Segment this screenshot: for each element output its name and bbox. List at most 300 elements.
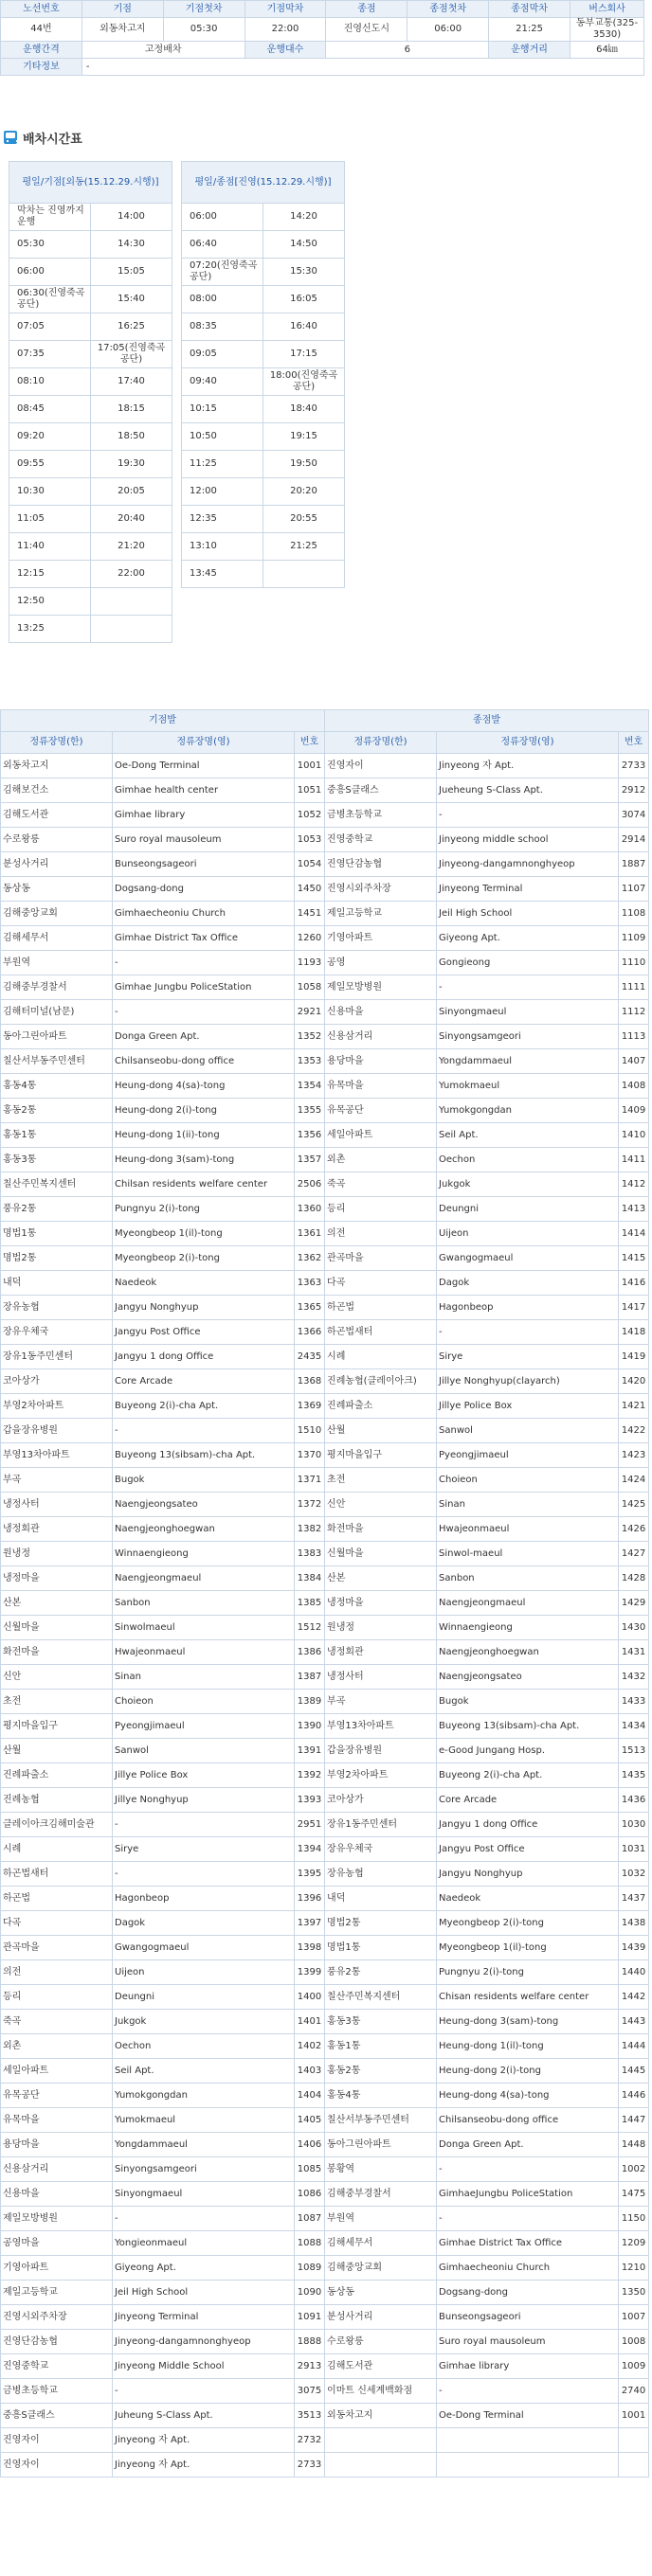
- departure-time: 12:00: [182, 478, 263, 506]
- col-header-kor: 정류장명(한): [325, 732, 437, 754]
- stop-row: [1, 2034, 649, 2059]
- stop-name-eng: Jinyeong 자 Apt.: [437, 754, 619, 778]
- stop-name-kor: 이마트 신세계백화점: [325, 2379, 437, 2404]
- departure-time: [263, 561, 345, 588]
- col-header-kor: 정류장명(한): [1, 732, 113, 754]
- departure-time: 14:50: [263, 231, 345, 259]
- departure-time: 14:00: [91, 204, 172, 231]
- stop-number: 1417: [619, 1296, 649, 1320]
- stop-name-eng: -: [437, 1320, 619, 1345]
- stop-name-eng: Jinyeong 자 Apt.: [113, 2428, 295, 2453]
- stop-name-kor: 진영자이: [1, 2453, 113, 2478]
- stop-row: [1, 1739, 649, 1763]
- stop-number: 1432: [619, 1665, 649, 1690]
- stop-name-eng: Sanbon: [437, 1566, 619, 1591]
- stop-name-eng: Sinwol-maeul: [437, 1542, 619, 1566]
- timetable-row: [9, 396, 172, 423]
- stop-name-kor: 동아그린아파트: [1, 1025, 113, 1049]
- stop-name-kor: 외동차고지: [325, 2404, 437, 2428]
- stop-name-eng: Uijeon: [113, 1960, 295, 1985]
- stop-name-kor: 부영13차아파트: [325, 1714, 437, 1739]
- departure-time: 07:05: [9, 313, 91, 341]
- stop-name-kor: 화전마을: [1, 1640, 113, 1665]
- stop-name-eng: -: [437, 2379, 619, 2404]
- distance-value: 64㎞: [570, 42, 644, 59]
- stop-number: 1419: [619, 1345, 649, 1369]
- stop-name-kor: 칠산주민복지센터: [1, 1172, 113, 1197]
- stop-name-eng: Dagok: [437, 1271, 619, 1296]
- stop-name-eng: -: [113, 2379, 295, 2404]
- stop-name-eng: Donga Green Apt.: [113, 1025, 295, 1049]
- stop-number: 1427: [619, 1542, 649, 1566]
- stop-name-eng: Sinan: [113, 1665, 295, 1690]
- stop-name-eng: Sanwol: [437, 1419, 619, 1443]
- stop-name-eng: Yumokgongdan: [113, 2084, 295, 2108]
- stop-name-eng: Hagonbeop: [437, 1296, 619, 1320]
- stop-name-kor: 홍동4통: [1, 1074, 113, 1099]
- stop-name-eng: Heung-dong 1(il)-tong: [437, 2034, 619, 2059]
- stop-row: [1, 1862, 649, 1887]
- stop-number: 1112: [619, 1000, 649, 1025]
- stop-name-kor: 화전마을: [325, 1517, 437, 1542]
- stop-name-kor: 내덕: [1, 1271, 113, 1296]
- stop-name-eng: Core Arcade: [437, 1788, 619, 1813]
- stop-name-kor: 하곤법: [1, 1887, 113, 1911]
- stop-row: [1, 2379, 649, 2404]
- stop-name-eng: Jinyeong Middle School: [113, 2354, 295, 2379]
- stop-name-kor: 신안: [1, 1665, 113, 1690]
- stop-number: 1421: [619, 1394, 649, 1419]
- stop-name-kor: [325, 2453, 437, 2478]
- stop-name-kor: 하곤법: [325, 1296, 437, 1320]
- timetable-row: [9, 533, 172, 561]
- stop-name-kor: 진영단감농협: [1, 2330, 113, 2354]
- stop-number: 1352: [295, 1025, 325, 1049]
- stop-name-kor: 분성사거리: [1, 852, 113, 877]
- stop-number: 1030: [619, 1813, 649, 1837]
- stop-row: [1, 1172, 649, 1197]
- stop-row: [1, 1419, 649, 1443]
- route-number: 44번: [1, 18, 82, 42]
- stop-number: 1422: [619, 1419, 649, 1443]
- stop-name-eng: Hwajeonmaeul: [113, 1640, 295, 1665]
- stop-number: 1428: [619, 1566, 649, 1591]
- stop-row: [1, 1960, 649, 1985]
- stop-name-eng: Gimhae District Tax Office: [113, 926, 295, 951]
- stop-name-kor: 등리: [325, 1197, 437, 1222]
- stop-name-eng: Gimhaecheoniu Church: [113, 902, 295, 926]
- stop-row: [1, 2305, 649, 2330]
- stop-number: 1113: [619, 1025, 649, 1049]
- stop-number: 1390: [295, 1714, 325, 1739]
- stop-name-kor: 장유1동주민센터: [325, 1813, 437, 1837]
- stop-name-kor: 명법1통: [1, 1222, 113, 1246]
- timetable-row: [9, 588, 172, 616]
- stop-name-kor: 관곡마을: [325, 1246, 437, 1271]
- stop-name-eng: Jangyu Post Office: [437, 1837, 619, 1862]
- stop-name-eng: Gimhae health center: [113, 778, 295, 803]
- route-info-header: 기점막차: [244, 1, 326, 18]
- stop-number: 1051: [295, 778, 325, 803]
- departure-time: 13:25: [9, 616, 91, 643]
- stop-name-eng: Bugok: [437, 1690, 619, 1714]
- stop-name-kor: 풍유2통: [1, 1197, 113, 1222]
- timetable-row: [182, 533, 345, 561]
- stop-number: 3075: [295, 2379, 325, 2404]
- stop-name-kor: 부원역: [325, 2207, 437, 2231]
- stop-name-eng: Myeongbeop 2(i)-tong: [437, 1911, 619, 1936]
- stop-name-eng: Heung-dong 2(i)-tong: [437, 2059, 619, 2084]
- route-info-header: 종점막차: [489, 1, 570, 18]
- end-stop: 진영신도시: [326, 18, 408, 42]
- stop-name-eng: [437, 2453, 619, 2478]
- stop-name-kor: 수로왕릉: [1, 828, 113, 852]
- stop-row: [1, 1296, 649, 1320]
- stop-row: [1, 2256, 649, 2281]
- stop-name-kor: 초전: [1, 1690, 113, 1714]
- stop-name-eng: Seil Apt.: [113, 2059, 295, 2084]
- start-last-bus: 22:00: [244, 18, 326, 42]
- stop-name-eng: Naengjeongsateo: [437, 1665, 619, 1690]
- stop-number: 1434: [619, 1714, 649, 1739]
- stop-number: 1475: [619, 2182, 649, 2207]
- section-title: 배차시간표: [23, 132, 82, 147]
- stop-name-eng: Sanwol: [113, 1739, 295, 1763]
- stop-name-kor: 부영13차아파트: [1, 1443, 113, 1468]
- stop-name-kor: 냉정마을: [325, 1591, 437, 1616]
- departure-time: 05:30: [9, 231, 91, 259]
- stop-row: [1, 1246, 649, 1271]
- stop-row: [1, 2404, 649, 2428]
- departure-time: 06:30(진영죽곡공단): [9, 286, 91, 313]
- stop-name-kor: 용당마을: [1, 2133, 113, 2157]
- stop-number: 1395: [295, 1862, 325, 1887]
- stop-number: 2951: [295, 1813, 325, 1837]
- stop-number: 1398: [295, 1936, 325, 1960]
- departure-time: 19:30: [91, 451, 172, 478]
- stop-name-eng: Bugok: [113, 1468, 295, 1493]
- stop-name-kor: 김해세무서: [1, 926, 113, 951]
- departure-time: 09:20: [9, 423, 91, 451]
- stop-name-kor: 코아상가: [325, 1788, 437, 1813]
- departure-time: 15:30: [263, 259, 345, 286]
- stop-number: 1368: [295, 1369, 325, 1394]
- interval-label: 운행간격: [1, 42, 82, 59]
- stop-number: 1350: [619, 2281, 649, 2305]
- stop-name-eng: Yongieonmaeul: [113, 2231, 295, 2256]
- stop-name-eng: Sirye: [113, 1837, 295, 1862]
- stop-name-eng: Pungnyu 2(i)-tong: [437, 1960, 619, 1985]
- stop-name-kor: 하곤법새터: [1, 1862, 113, 1887]
- timetable-row: [9, 616, 172, 643]
- stop-number: 1418: [619, 1320, 649, 1345]
- stop-number: 1087: [295, 2207, 325, 2231]
- stop-number: 1438: [619, 1911, 649, 1936]
- stop-name-kor: 원냉정: [325, 1616, 437, 1640]
- stop-row: [1, 778, 649, 803]
- stop-name-kor: 김해보건소: [1, 778, 113, 803]
- stop-name-kor: 장유농협: [1, 1296, 113, 1320]
- stop-name-kor: 김해도서관: [325, 2354, 437, 2379]
- stop-number: 1410: [619, 1123, 649, 1148]
- stop-number: 1429: [619, 1591, 649, 1616]
- stop-number: 1391: [295, 1739, 325, 1763]
- stop-number: 1444: [619, 2034, 649, 2059]
- stop-number: 1389: [295, 1690, 325, 1714]
- stop-name-eng: Naengjeonghoegwan: [437, 1640, 619, 1665]
- stop-name-eng: Choieon: [437, 1468, 619, 1493]
- col-header-eng: 정류장명(영): [437, 732, 619, 754]
- stop-number: 1371: [295, 1468, 325, 1493]
- stop-name-kor: 냉정마을: [1, 1566, 113, 1591]
- departure-time: 07:20(진영죽곡공단): [182, 259, 263, 286]
- stop-name-eng: [437, 2428, 619, 2453]
- route-info-table: [0, 0, 644, 76]
- timetable-row: [9, 478, 172, 506]
- stop-name-kor: 외촌: [325, 1148, 437, 1172]
- stop-name-eng: Jukgok: [113, 2010, 295, 2034]
- timetable-row: [9, 368, 172, 396]
- departure-time: 13:10: [182, 533, 263, 561]
- departure-time: 10:50: [182, 423, 263, 451]
- departure-time: 17:05(진영죽곡공단): [91, 341, 172, 368]
- stop-name-eng: Suro royal mausoleum: [113, 828, 295, 852]
- stop-name-kor: 제일고등학교: [325, 902, 437, 926]
- stop-number: 1407: [619, 1049, 649, 1074]
- stop-name-eng: Heung-dong 4(sa)-tong: [437, 2084, 619, 2108]
- stop-name-eng: Yongdammaeul: [113, 2133, 295, 2157]
- stop-name-kor: 산본: [1, 1591, 113, 1616]
- stop-name-kor: 명법1통: [325, 1936, 437, 1960]
- stop-row: [1, 902, 649, 926]
- departure-time: 10:30: [9, 478, 91, 506]
- stop-number: 2914: [619, 828, 649, 852]
- stop-name-kor: 산월: [325, 1419, 437, 1443]
- timetable-row: [9, 286, 172, 313]
- stop-name-kor: 김해중앙교회: [1, 902, 113, 926]
- end-first-bus: 06:00: [408, 18, 489, 42]
- interval-value: 고정배차: [82, 42, 244, 59]
- stop-number: [619, 2453, 649, 2478]
- departure-time: 09:05: [182, 341, 263, 368]
- stop-number: 1411: [619, 1148, 649, 1172]
- stop-row: [1, 1714, 649, 1739]
- stop-row: [1, 2010, 649, 2034]
- stop-name-kor: 평지마을입구: [325, 1443, 437, 1468]
- stop-row: [1, 2281, 649, 2305]
- stop-name-kor: 김해세무서: [325, 2231, 437, 2256]
- stop-name-eng: Naengjeongmaeul: [113, 1566, 295, 1591]
- stop-number: 1031: [619, 1837, 649, 1862]
- stop-number: 1443: [619, 2010, 649, 2034]
- stop-row: [1, 1493, 649, 1517]
- stop-name-kor: 진영시외주차장: [1, 2305, 113, 2330]
- end-last-bus: 21:25: [489, 18, 570, 42]
- stop-name-eng: Heung-dong 2(i)-tong: [113, 1099, 295, 1123]
- stop-name-eng: Hwajeonmaeul: [437, 1517, 619, 1542]
- timetable-row: [182, 423, 345, 451]
- departure-time: 10:15: [182, 396, 263, 423]
- stop-row: [1, 1123, 649, 1148]
- stop-name-eng: Jangyu 1 dong Office: [437, 1813, 619, 1837]
- stop-name-eng: Gimhae library: [437, 2354, 619, 2379]
- stop-name-eng: Core Arcade: [113, 1369, 295, 1394]
- timetable-row: [182, 313, 345, 341]
- stop-row: [1, 2354, 649, 2379]
- timetable-row: [9, 259, 172, 286]
- stop-name-eng: Pungnyu 2(i)-tong: [113, 1197, 295, 1222]
- stop-name-eng: Gwangogmaeul: [113, 1936, 295, 1960]
- timetable-row: [182, 231, 345, 259]
- stop-name-eng: -: [113, 2207, 295, 2231]
- stop-number: 1054: [295, 852, 325, 877]
- stop-name-kor: 동상동: [325, 2281, 437, 2305]
- departure-time: 06:40: [182, 231, 263, 259]
- stop-row: [1, 1542, 649, 1566]
- stop-name-kor: 관곡마을: [1, 1936, 113, 1960]
- stop-name-eng: Gimhae District Tax Office: [437, 2231, 619, 2256]
- stop-name-kor: 장유농협: [325, 1862, 437, 1887]
- timetable-row: [9, 313, 172, 341]
- departure-time: 19:15: [263, 423, 345, 451]
- stop-number: 1053: [295, 828, 325, 852]
- stop-name-eng: Gimhaecheoniu Church: [437, 2256, 619, 2281]
- departure-time: 06:00: [9, 259, 91, 286]
- stop-name-eng: Yumokmaeul: [437, 1074, 619, 1099]
- stop-row: [1, 852, 649, 877]
- stop-name-kor: 유목마을: [325, 1074, 437, 1099]
- departure-time: 13:45: [182, 561, 263, 588]
- stop-number: 1415: [619, 1246, 649, 1271]
- stop-number: 1433: [619, 1690, 649, 1714]
- departure-time: 16:40: [263, 313, 345, 341]
- stop-row: [1, 975, 649, 1000]
- stop-name-eng: Buyeong 13(sibsam)-cha Apt.: [437, 1714, 619, 1739]
- stop-row: [1, 1616, 649, 1640]
- stop-name-kor: 진영자이: [325, 754, 437, 778]
- stop-number: 1447: [619, 2108, 649, 2133]
- stop-name-kor: 제일고등학교: [1, 2281, 113, 2305]
- stop-number: 1437: [619, 1887, 649, 1911]
- stop-number: 1403: [295, 2059, 325, 2084]
- stop-name-kor: 진영시외주차장: [325, 877, 437, 902]
- stop-name-eng: Jinyeong middle school: [437, 828, 619, 852]
- stop-number: 1361: [295, 1222, 325, 1246]
- stop-number: 1436: [619, 1788, 649, 1813]
- stop-name-kor: 금병초등학교: [1, 2379, 113, 2404]
- departure-time: 08:45: [9, 396, 91, 423]
- stop-number: 2921: [295, 1000, 325, 1025]
- stop-number: 1007: [619, 2305, 649, 2330]
- stop-number: 1446: [619, 2084, 649, 2108]
- stop-row: [1, 1148, 649, 1172]
- timetable-row: [9, 231, 172, 259]
- timetable-row: [9, 506, 172, 533]
- stop-number: 1357: [295, 1148, 325, 1172]
- stops-table: [0, 709, 649, 2478]
- stop-number: 1090: [295, 2281, 325, 2305]
- departure-time: [91, 588, 172, 616]
- departure-time: 08:00: [182, 286, 263, 313]
- stop-row: [1, 1074, 649, 1099]
- stop-row: [1, 1936, 649, 1960]
- timetable-row: [182, 204, 345, 231]
- stop-number: 1439: [619, 1936, 649, 1960]
- stop-number: 1193: [295, 951, 325, 975]
- stop-number: 1088: [295, 2231, 325, 2256]
- stop-name-kor: 홍동3통: [325, 2010, 437, 2034]
- stop-name-kor: 갑을장유병원: [1, 1419, 113, 1443]
- stop-number: 1408: [619, 1074, 649, 1099]
- stop-name-kor: 신안: [325, 1493, 437, 1517]
- stop-name-kor: 하곤법새터: [325, 1320, 437, 1345]
- end-group-header: 종점발: [325, 710, 649, 732]
- stop-name-kor: 부영2차아파트: [325, 1763, 437, 1788]
- stop-number: 2732: [295, 2428, 325, 2453]
- stop-row: [1, 1985, 649, 2010]
- stop-name-eng: Jeil High School: [437, 902, 619, 926]
- stop-name-eng: Jinyeong 자 Apt.: [113, 2453, 295, 2478]
- stop-name-eng: Jueheung S-Class Apt.: [437, 778, 619, 803]
- stop-number: 1450: [295, 877, 325, 902]
- departure-time: 20:20: [263, 478, 345, 506]
- stop-name-kor: 부영2차아파트: [1, 1394, 113, 1419]
- stop-name-eng: Oe-Dong Terminal: [437, 2404, 619, 2428]
- stop-number: 1414: [619, 1222, 649, 1246]
- stop-name-kor: 의전: [325, 1222, 437, 1246]
- col-header-no: 번호: [619, 732, 649, 754]
- stop-number: 1058: [295, 975, 325, 1000]
- route-info-header: 종점: [326, 1, 408, 18]
- route-info-header: 기점: [82, 1, 163, 18]
- stop-number: 1510: [295, 1419, 325, 1443]
- stop-row: [1, 2453, 649, 2478]
- stop-name-eng: Gongieong: [437, 951, 619, 975]
- departure-time: 07:35: [9, 341, 91, 368]
- stop-name-kor: 진례파출소: [1, 1763, 113, 1788]
- stop-name-kor: 유목공단: [325, 1099, 437, 1123]
- stop-name-kor: 동상동: [1, 877, 113, 902]
- stop-name-kor: 산월: [1, 1739, 113, 1763]
- stop-number: 1085: [295, 2157, 325, 2182]
- stop-name-eng: -: [437, 975, 619, 1000]
- stop-name-kor: 시례: [1, 1837, 113, 1862]
- stop-name-eng: Sinyongmaeul: [113, 2182, 295, 2207]
- stop-row: [1, 1911, 649, 1936]
- stop-name-kor: 용당마을: [325, 1049, 437, 1074]
- departure-time: 08:35: [182, 313, 263, 341]
- stop-name-kor: 명법2통: [1, 1246, 113, 1271]
- stop-name-eng: Chilsan residents welfare center: [113, 1172, 295, 1197]
- bus-company: 동부교통(325-3530): [570, 18, 644, 42]
- departure-time: 18:00(진영죽곡공단): [263, 368, 345, 396]
- stop-name-eng: Winnaengieong: [437, 1616, 619, 1640]
- stop-row: [1, 1197, 649, 1222]
- start-first-bus: 05:30: [163, 18, 244, 42]
- departure-time: 09:40: [182, 368, 263, 396]
- distance-label: 운행거리: [489, 42, 570, 59]
- stop-name-eng: Gimhae Jungbu PoliceStation: [113, 975, 295, 1000]
- stop-row: [1, 2428, 649, 2453]
- timetable-row: [9, 451, 172, 478]
- stop-name-eng: e-Good Jungang Hosp.: [437, 1739, 619, 1763]
- stop-name-eng: -: [113, 1813, 295, 1837]
- stop-name-kor: 홍동1통: [325, 2034, 437, 2059]
- stop-name-eng: Sinyongsamgeori: [437, 1025, 619, 1049]
- stop-number: 1512: [295, 1616, 325, 1640]
- stop-name-kor: 김해중앙교회: [325, 2256, 437, 2281]
- stop-name-eng: -: [113, 1862, 295, 1887]
